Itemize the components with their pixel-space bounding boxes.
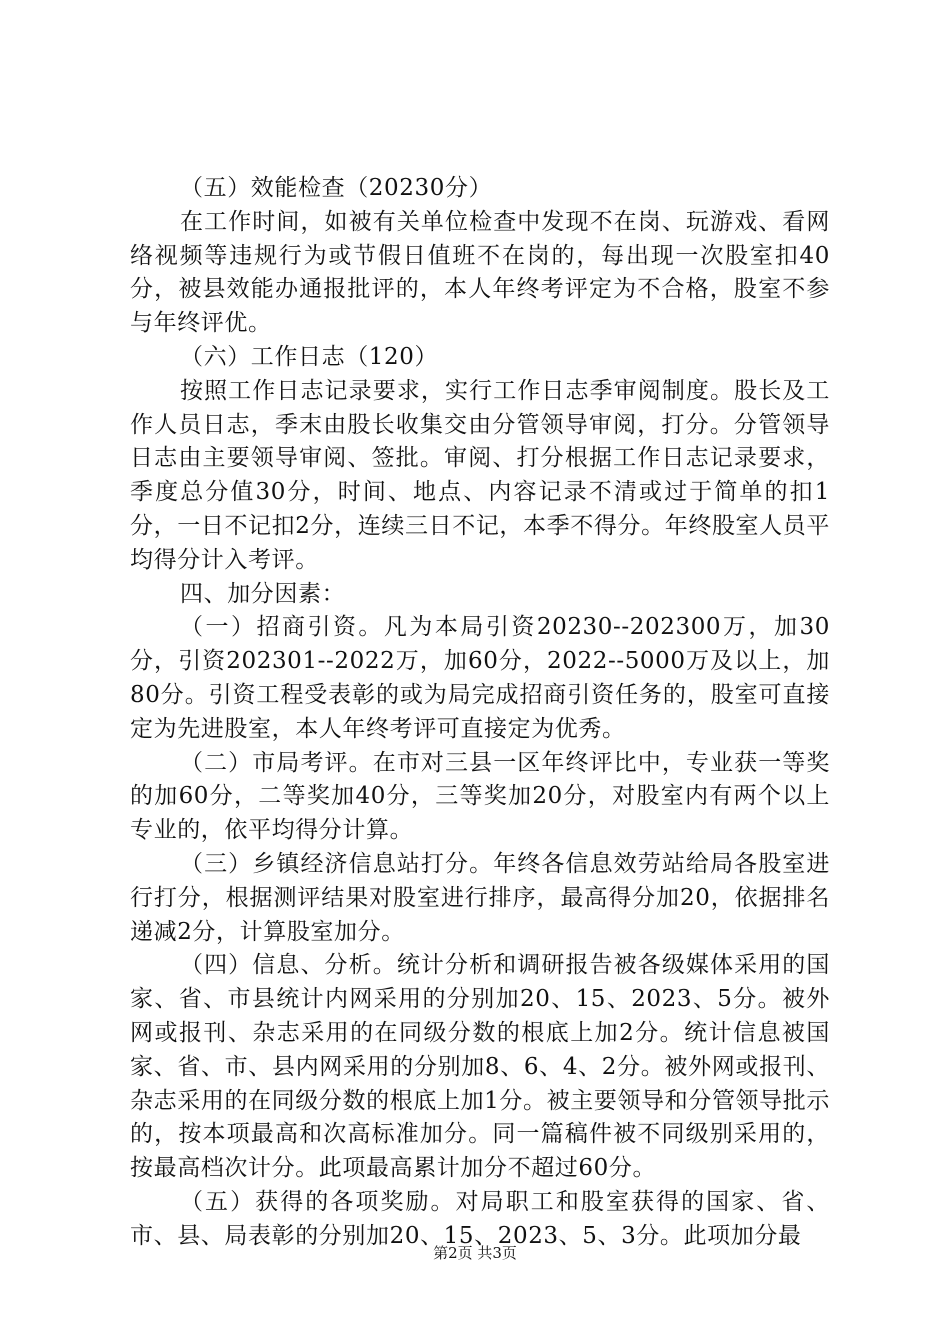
paragraph-work-log: 按照工作日志记录要求，实行工作日志季审阅制度。股长及工作人员日志，季末由股长收集交由分管领导审阅，打分。分管领导日志由主要领导审阅、签批。审阅、打分根据工作日志记录要求，季度总分值30分，时间、地点、内容记录不清或过于简单的扣1分，一日不记扣2分，连续三日不记，本季不得分。年终股室人员平均得分计入考评。 xyxy=(130,377,830,573)
document-body xyxy=(130,172,830,1254)
paragraph-efficiency-check: 在工作时间，如被有关单位检查中发现不在岗、玩游戏、看网络视频等违规行为或节假日值班不在岗的，每出现一次股室扣40分，被县效能办通报批评的，本人年终考评定为不合格，股室不参与年终评优。 xyxy=(130,208,830,337)
paragraph-awards: （五）获得的各项奖励。对局职工和股室获得的国家、省、市、县、局表彰的分别加20、15、2023、5、3分。此项加分最 xyxy=(130,1188,830,1249)
section-heading-bonus-factors: 四、加分因素： xyxy=(180,580,346,607)
page-number-footer: 第2页 共3页 xyxy=(433,1244,517,1262)
section-heading-work-log: （六）工作日志（120） xyxy=(180,343,439,370)
paragraph-information-analysis: （四）信息、分析。统计分析和调研报告被各级媒体采用的国家、省、市县统计内网采用的分别加20、15、2023、5分。被外网或报刊、杂志采用的在同级分数的根底上加2分。统计信息被国家、省、市、县内网采用的分别加8、6、4、2分。被外网或报刊、杂志采用的在同级分数的根底上加1分。被主要领导和分管领导批示的，按本项最高和次高标准加分。同一篇稿件被不同级别采用的，按最高档次计分。此项最高累计加分不超过60分。 xyxy=(130,952,830,1182)
paragraph-investment: （一）招商引资。凡为本局引资20230--202300万，加30分，引资202301--2022万，加60分，2022--5000万及以上，加80分。引资工程受表彰的或为局完成招商引资任务的，股室可直接定为先进股室，本人年终考评可直接定为优秀。 xyxy=(130,614,830,742)
paragraph-city-evaluation: （二）市局考评。在市对三县一区年终评比中，专业获一等奖的加60分，二等奖加40分，三等奖加20分，对股室内有两个以上专业的，依平均得分计算。 xyxy=(130,749,830,844)
paragraph-township-info-station: （三）乡镇经济信息站打分。年终各信息效劳站给局各股室进行打分，根据测评结果对股室进行排序，最高得分加20，依据排名递减2分，计算股室加分。 xyxy=(130,850,830,945)
section-heading-efficiency-check: （五）效能检查（20230分） xyxy=(180,175,493,201)
